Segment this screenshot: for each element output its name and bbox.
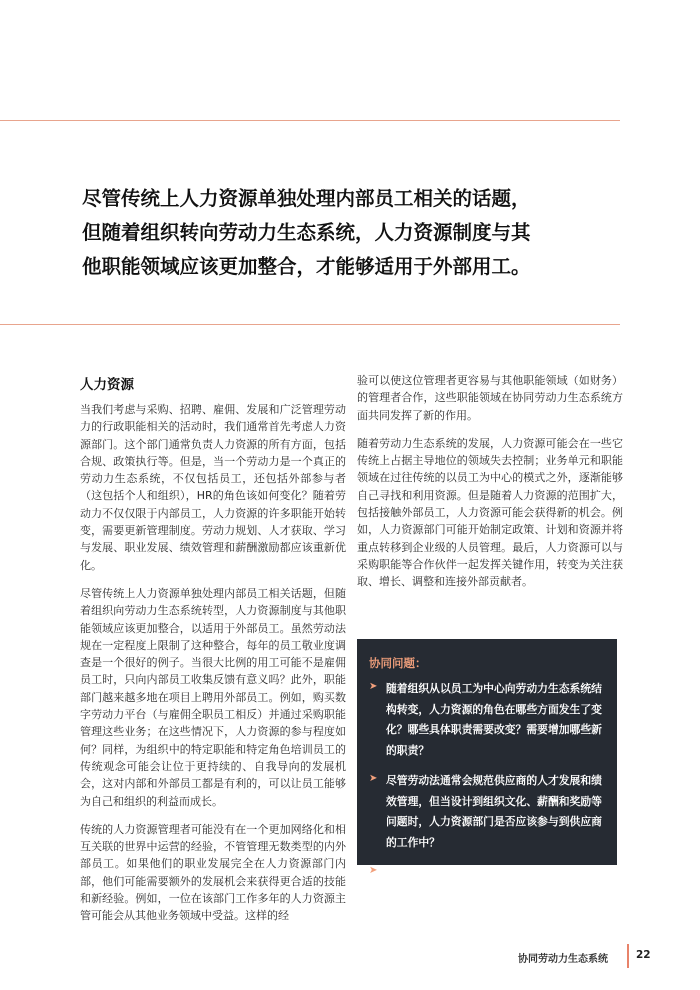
question-text: 人力资源管理者应该在多大程度上拓展经验，以便更好地为自己在劳动力生态系统协同中扮演关键角色做好准备？	[386, 866, 602, 920]
right-column	[357, 372, 623, 602]
bottom-divider	[0, 324, 620, 325]
collaboration-questions-box	[357, 639, 617, 920]
body-paragraph: 验可以使这位管理者更容易与其他职能领域（如财务）的管理者合作，这些职能领域在协同劳动力生态系统方面共同发挥了新的作用。	[357, 374, 623, 422]
arrow-bullet-icon: ➤	[369, 681, 378, 692]
questions-list	[369, 677, 603, 923]
question-text: 尽管劳动法通常会规范供应商的人才发展和绩效管理，但当设计到组织文化、薪酬和奖励等问题时，人力资源部门是否应该参与到供应商的工作中？	[386, 774, 602, 849]
pull-quote-line: 尽管传统上人力资源单独处理内部员工相关的话题，	[82, 187, 531, 210]
arrow-bullet-icon: ➤	[369, 865, 378, 876]
section-heading: 人力资源	[80, 377, 134, 393]
question-item	[369, 769, 603, 851]
pull-quote-line: 但随着组织转向劳动力生态系统，人力资源制度与其	[82, 221, 531, 244]
question-item	[369, 861, 603, 923]
footer-title: 协同劳动力生态系统	[518, 954, 608, 965]
page-number: 22	[636, 949, 651, 961]
top-divider	[0, 120, 620, 121]
body-paragraph: 传统的人力资源管理者可能没有在一个更加网络化和相互关联的世界中运营的经验，不管管理无数类型的内外部员工。如果他们的职业发展完全在人力资源部门内部，他们可能需要额外的发展机会来获得更合适的技能和新经验。例如，一位在该部门工作多年的人力资源主管可能会从其他业务领域中受益。这样的经	[80, 822, 346, 923]
pull-quote	[82, 182, 602, 284]
arrow-bullet-icon: ➤	[369, 773, 378, 784]
body-paragraph: 随着劳动力生态系统的发展，人力资源可能会在一些它传统上占据主导地位的领域失去控制；业务单元和职能领域在过往传统的以员工为中心的模式之外，逐渐能够自己寻找和利用资源。但是随着人力资源的范围扩大，包括接触外部员工，人力资源可能会获得新的机会。例如，人力资源部门可能开始制定政策、计划和资源并将重点转移到企业级的人员管理。最后，人力资源可以与采购职能等合作伙伴一起发挥关键作用，转变为关注获取、增长、调整和连接外部贡献者。	[357, 436, 623, 589]
left-column	[80, 372, 346, 936]
body-paragraph: 尽管传统上人力资源单独处理内部员工相关话题，但随着组织向劳动力生态系统转型，人力资源制度与其他职能领域应该更加整合，以适用于外部员工。虽然劳动法规在一定程度上限制了这种整合，每年的员工敬业度调查是一个很好的例子。当很大比例的用工可能不是雇佣员工时，只向内部员工收集反馈有意义吗？此外，职能部门越来越多地在项目上聘用外部员工。例如，购买数字劳动力平台（与雇佣全职员工相反）并通过采购职能管理这些业务；在这些情况下，人力资源的参与程度如何？同样，为组织中的特定职能和特定角色培训员工的传统观念可能会让位于更持续的、自我导向的发展机会，这对内部和外部员工都是有利的，可以让员工能够为自己和组织的利益而成长。	[80, 586, 346, 808]
footer-divider	[627, 944, 629, 968]
body-paragraph: 当我们考虑与采购、招聘、雇佣、发展和广泛管理劳动力的行政职能相关的活动时，我们通常首先考虑人力资源部门。这个部门通常负责人力资源的所有方面，包括合规、政策执行等。但是，当一个劳动力是一个真正的劳动力生态系统，不仅包括员工，还包括外部参与者（这包括个人和组织），HR的角色该如何变化？随着劳动力不仅仅限于内部员工，人力资源的许多职能开始转变，需要更新管理制度。劳动力规划、人才获取、学习与发展、职业发展、绩效管理和薪酬激励都应该重新优化。	[80, 403, 346, 572]
question-text: 随着组织从以员工为中心向劳动力生态系统结构转变，人力资源的角色在哪些方面发生了变化？哪些具体职责需要改变？需要增加哪些新的职责？	[386, 682, 602, 757]
question-item	[369, 677, 603, 759]
questions-title: 协同问题：	[369, 656, 427, 670]
pull-quote-line: 他职能领域应该更加整合，才能够适用于外部用工。	[82, 255, 531, 278]
